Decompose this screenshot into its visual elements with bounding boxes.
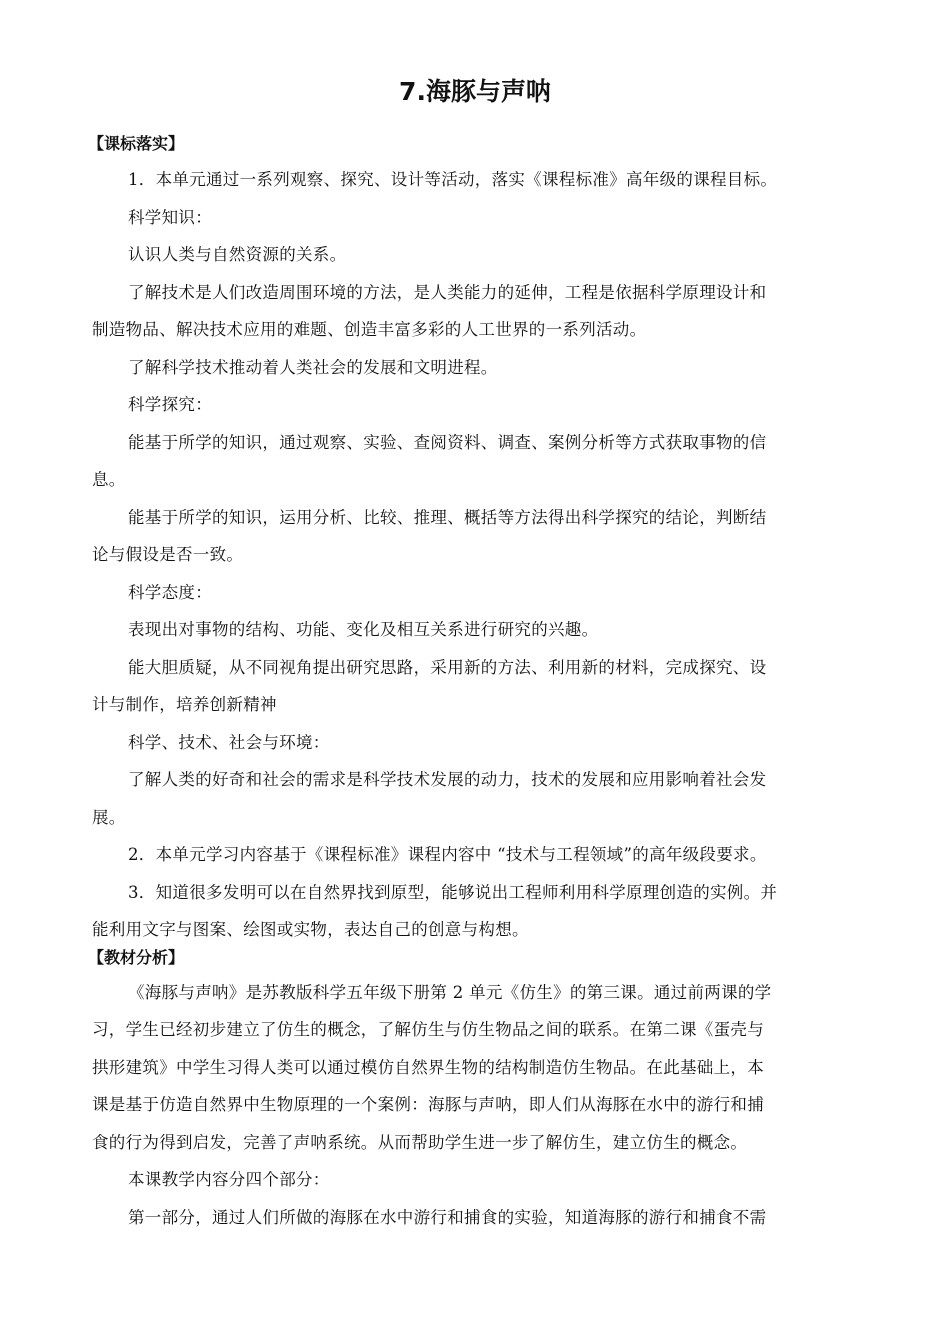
paragraph-line: 食的行为得到启发，完善了声呐系统。从而帮助学生进一步了解仿生，建立仿生的概念。 [92, 1133, 748, 1152]
paragraph-line: 能基于所学的知识，通过观察、实验、查阅资料、调查、案例分析等方式获取事物的信 [128, 433, 767, 452]
paragraph-line: 了解技术是人们改造周围环境的方法，是人类能力的延伸，工程是依据科学原理设计和 [128, 283, 767, 302]
paragraph-line: 制造物品、解决技术应用的难题、创造丰富多彩的人工世界的一系列活动。 [92, 320, 647, 339]
paragraph-line: 2．本单元学习内容基于《课程标准》课程内容中 “技术与工程领域”的高年级段要求。 [128, 845, 767, 864]
paragraph-line: 能基于所学的知识，运用分析、比较、推理、概括等方法得出科学探究的结论，判断结 [128, 508, 767, 527]
paragraph-line: 展。 [92, 808, 126, 827]
paragraph-line: 科学知识： [128, 208, 212, 227]
paragraph-line: 第一部分，通过人们所做的海豚在水中游行和捕食的实验，知道海豚的游行和捕食不需 [128, 1208, 767, 1227]
paragraph-line: 3．知道很多发明可以在自然界找到原型，能够说出工程师利用科学原理创造的实例。并 [128, 883, 778, 902]
paragraph-line: 息。 [92, 470, 126, 489]
paragraph-line: 能利用文字与图案、绘图或实物，表达自己的创意与构想。 [92, 920, 529, 939]
paragraph-line: 本课教学内容分四个部分： [128, 1170, 330, 1189]
paragraph-line: 能大胆质疑，从不同视角提出研究思路，采用新的方法、利用新的材料，完成探究、设 [128, 658, 767, 677]
paragraph-line: 了解人类的好奇和社会的需求是科学技术发展的动力，技术的发展和应用影响着社会发 [128, 770, 767, 789]
paragraph-line: 科学、技术、社会与环境： [128, 733, 330, 752]
paragraph-line: 科学探究： [128, 395, 212, 414]
paragraph-line: 拱形建筑》中学生习得人类可以通过模仿自然界生物的结构制造仿生物品。在此基础上，本 [92, 1058, 764, 1077]
paragraph-line: 论与假设是否一致。 [92, 545, 244, 564]
paragraph-line: 认识人类与自然资源的关系。 [128, 245, 347, 264]
paragraph-line: 1．本单元通过一系列观察、探究、设计等活动，落实《课程标准》高年级的课程目标。 [128, 170, 778, 189]
paragraph-line: 习，学生已经初步建立了仿生的概念，了解仿生与仿生物品之间的联系。在第二课《蛋壳与 [92, 1020, 764, 1039]
paragraph-line: 了解科学技术推动着人类社会的发展和文明进程。 [128, 358, 498, 377]
section-heading-textbook-analysis: 【教材分析】 [88, 948, 185, 967]
section-heading-curriculum: 【课标落实】 [88, 134, 185, 153]
paragraph-line: 计与制作，培养创新精神 [92, 695, 277, 714]
page-title: 7.海豚与声呐 [399, 77, 551, 106]
paragraph-line: 《海豚与声呐》是苏教版科学五年级下册第 2 单元《仿生》的第三课。通过前两课的学 [128, 983, 772, 1002]
paragraph-line: 科学态度： [128, 583, 212, 602]
paragraph-line: 表现出对事物的结构、功能、变化及相互关系进行研究的兴趣。 [128, 620, 599, 639]
paragraph-line: 课是基于仿造自然界中生物原理的一个案例：海豚与声呐，即人们从海豚在水中的游行和捕 [92, 1095, 764, 1114]
